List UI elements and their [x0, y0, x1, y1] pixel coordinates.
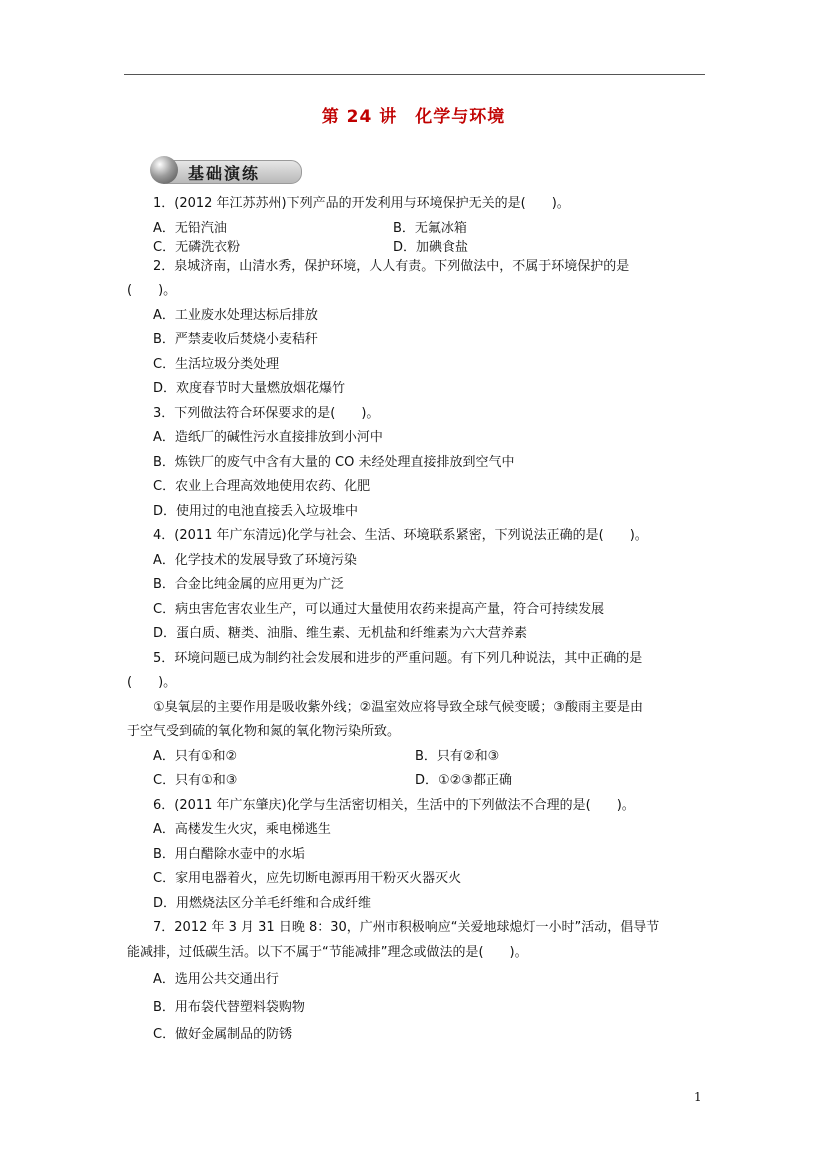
section-title: 基础演练 [188, 164, 261, 183]
question-5-statements: ①臭氧层的主要作用是吸收紫外线；②温室效应将导致全球气候变暖；③酸雨主要是由 [153, 699, 643, 715]
q4-option-c: C．病虫害危害农业生产，可以通过大量使用农药来提高产量，符合可持续发展 [153, 601, 605, 617]
sphere-icon [150, 156, 178, 184]
question-list [127, 192, 707, 1048]
question-7-stem: 7．2012 年 3 月 31 日晚 8：30，广州市积极响应“关爱地球熄灯一小时”活动，倡导节 [153, 920, 660, 935]
q5-option-c: C．只有①和③ [153, 773, 238, 788]
q4-option-d: D．蛋白质、糖类、油脂、维生素、无机盐和纤维素为六大营养素 [153, 626, 528, 641]
q6-option-b: B．用白醋除水壶中的水垢 [153, 846, 305, 862]
question-2-stem: 2．泉城济南，山清水秀，保护环境，人人有责。下列做法中，不属于环境保护的是 [153, 258, 630, 274]
q7-option-b: B．用布袋代替塑料袋购物 [153, 999, 305, 1015]
q6-option-d: D．用燃烧法区分羊毛纤维和合成纤维 [153, 895, 372, 911]
question-5-statements-cont: 于空气受到硫的氧化物和氮的氧化物污染所致。 [127, 724, 401, 739]
q4-option-b: B．合金比纯金属的应用更为广泛 [153, 577, 344, 592]
q3-option-b: B．炼铁厂的废气中含有大量的 CO 未经处理直接排放到空气中 [153, 454, 515, 470]
q1-option-b: B．无氟冰箱 [393, 220, 467, 236]
question-7-stem-cont: 能减排，过低碳生活。以下不属于“节能减排”理念或做法的是( )。 [127, 944, 528, 960]
q4-option-a: A．化学技术的发展导致了环境污染 [153, 552, 357, 568]
question-1-options-row-1 [127, 217, 707, 236]
q7-option-a: A．选用公共交通出行 [153, 972, 279, 987]
question-1-stem: 1．(2012 年江苏苏州)下列产品的开发利用与环境保护无关的是( )。 [153, 196, 570, 211]
q6-option-a: A．高楼发生火灾，乘电梯逃生 [153, 822, 331, 837]
question-6-stem: 6．(2011 年广东肇庆)化学与生活密切相关，生活中的下列做法不合理的是( )。 [153, 797, 635, 813]
question-1-options-row-2 [127, 236, 707, 255]
question-2-stem-cont: ( )。 [127, 283, 177, 298]
question-5-stem-cont: ( )。 [127, 675, 177, 690]
question-5-stem: 5．环境问题已成为制约社会发展和进步的严重问题。有下列几种说法，其中正确的是 [153, 650, 643, 666]
q5-option-d: D．①②③都正确 [415, 773, 512, 788]
q2-option-a: A．工业废水处理达标后排放 [153, 307, 318, 323]
q7-option-c: C．做好金属制品的防锈 [153, 1027, 293, 1042]
page-title: 第 24 讲 化学与环境 [321, 107, 506, 127]
q3-option-c: C．农业上合理高效地使用农药、化肥 [153, 479, 371, 494]
question-5-options-row-1 [127, 745, 707, 770]
q2-option-b: B．严禁麦收后焚烧小麦秸秆 [153, 332, 318, 347]
question-5-options-row-2 [127, 769, 707, 794]
question-3-stem: 3．下列做法符合环保要求的是( )。 [153, 405, 380, 421]
q2-option-d: D．欢度春节时大量燃放烟花爆竹 [153, 381, 346, 396]
q6-option-c: C．家用电器着火，应先切断电源再用干粉灭火器灭火 [153, 871, 462, 886]
q5-option-b: B．只有②和③ [415, 748, 500, 764]
q3-option-a: A．造纸厂的碱性污水直接排放到小河中 [153, 430, 383, 445]
q1-option-a: A．无铅汽油 [153, 220, 227, 236]
header-rule [124, 74, 705, 75]
q2-option-c: C．生活垃圾分类处理 [153, 356, 280, 372]
q3-option-d: D．使用过的电池直接丢入垃圾堆中 [153, 503, 359, 519]
section-banner [150, 156, 300, 186]
page-number: 1 [694, 1090, 702, 1104]
q1-option-c: C．无磷洗衣粉 [153, 239, 241, 255]
q1-option-d: D．加碘食盐 [393, 239, 469, 255]
question-4-stem: 4．(2011 年广东清远)化学与社会、生活、环境联系紧密，下列说法正确的是( )。 [153, 528, 648, 543]
q5-option-a: A．只有①和② [153, 748, 238, 764]
